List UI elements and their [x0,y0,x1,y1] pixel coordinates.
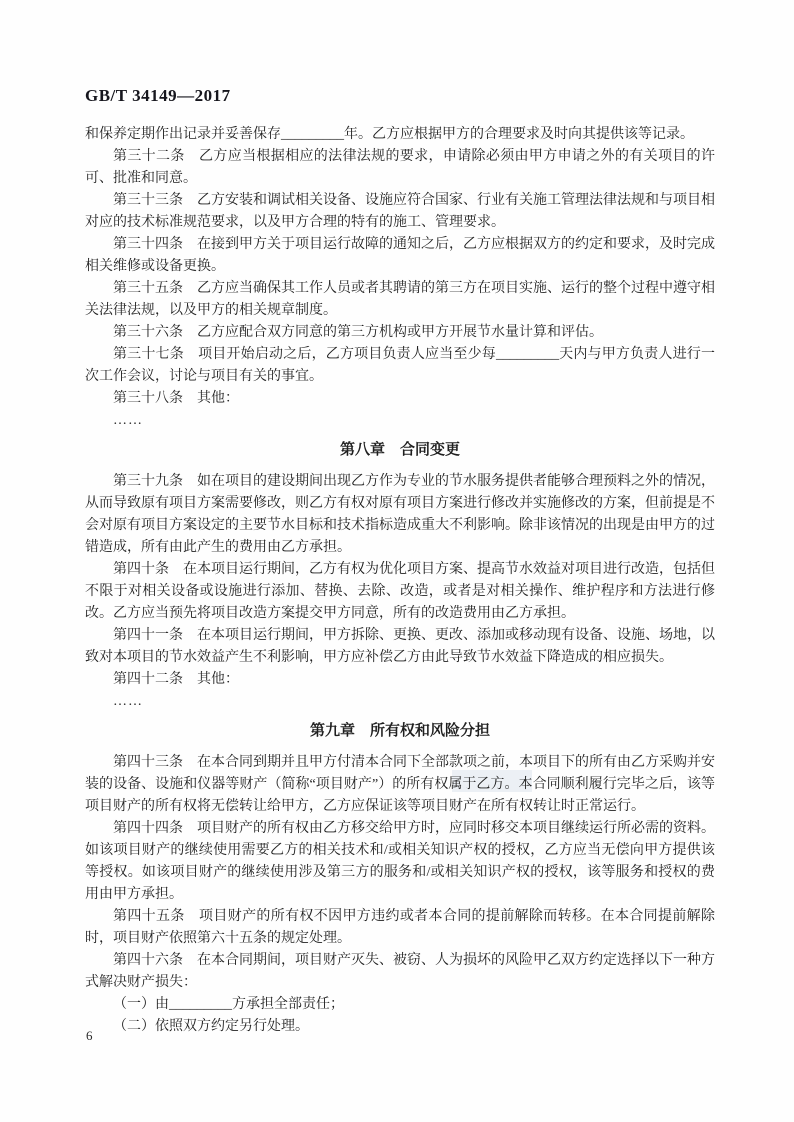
article-42-paragraph: 第四十二条 其他： [113,672,239,687]
article-41-paragraph: 第四十一条 在本项目运行期间，甲方拆除、更换、更改、添加或移动现有设备、设施、场地，以致对本项目的节水效益产生不利影响，甲方应补偿乙方由此导致节水效益下降造成的相应损失。 [85,628,715,665]
article-39-paragraph: 第三十九条 如在项目的建设期间出现乙方作为专业的节水服务提供者能够合理预料之外的情况，从而导致原有项目方案需要修改，则乙方有权对原有项目方案进行修改并实施修改的方案，但前提是不会对原有项目方案设定的主要节水目标和技术指标造成重大不利影响。除非该情况的出现是由甲方的过错造成，所有由此产生的费用由乙方承担。 [85,474,715,555]
article-44-paragraph: 第四十四条 项目财产的所有权由乙方移交给甲方时，应同时移交本项目继续运行所必需的资料。如该项目财产的继续使用需要乙方的相关技术和/或相关知识产权的授权，乙方应当无偿向甲方提供该等授权。如该项目财产的继续使用涉及第三方的服务和/或相关知识产权的授权，该等服务和授权的费用由甲方承担。 [85,821,715,902]
article-40-paragraph: 第四十条 在本项目运行期间，乙方有权为优化项目方案、提高节水效益对项目进行改造，包括但不限于对相关设备或设施进行添加、替换、去除、改造，或者是对相关操作、维护程序和方法进行修改。乙方应当预先将项目改造方案提交甲方同意，所有的改造费用由乙方承担。 [85,562,715,621]
ellipsis-line-1: …… [113,413,143,428]
article-33-paragraph: 第三十三条 乙方安装和调试相关设备、设施应符合国家、行业有关施工管理法律法规和与项目相对应的技术标准规范要求，以及甲方合理的特有的施工、管理要求。 [85,193,715,230]
continuation-paragraph: 和保养定期作出记录并妥善保存_________年。乙方应根据甲方的合理要求及时向其提供该等记录。 [85,127,694,142]
standard-number-header: GB/T 34149—2017 [85,86,231,105]
article-36-paragraph: 第三十六条 乙方应配合双方同意的第三方机构或甲方开展节水量计算和评估。 [113,325,603,340]
article-38-paragraph: 第三十八条 其他： [113,391,239,406]
article-37-paragraph: 第三十七条 项目开始启动之后，乙方项目负责人应当至少每_________天内与甲方负责人进行一次工作会议，讨论与项目有关的事宜。 [85,347,715,384]
ellipsis-line-2: …… [113,694,143,709]
article-35-paragraph: 第三十五条 乙方应当确保其工作人员或者其聘请的第三方在项目实施、运行的整个过程中遵守相关法律法规，以及甲方的相关规章制度。 [85,281,715,318]
chapter-8-heading: 第八章 合同变更 [339,442,460,458]
page-number: 6 [86,1028,93,1043]
article-45-paragraph: 第四十五条 项目财产的所有权不因甲方违约或者本合同的提前解除而转移。在本合同提前解除时，项目财产依照第六十五条的规定处理。 [85,909,715,946]
list-item-1: （一）由_________方承担全部责任； [113,997,344,1012]
article-32-paragraph: 第三十二条 乙方应当根据相应的法律法规的要求，申请除必须由甲方申请之外的有关项目的许可、批准和同意。 [85,149,715,186]
article-34-paragraph: 第三十四条 在接到甲方关于项目运行故障的通知之后，乙方应根据双方的约定和要求，及时完成相关维修或设备更换。 [85,237,715,274]
list-item-2: （二）依照双方约定另行处理。 [113,1019,309,1034]
chapter-9-heading: 第九章 所有权和风险分担 [309,723,490,739]
article-46-paragraph: 第四十六条 在本合同期间，项目财产灭失、被窃、人为损坏的风险甲乙双方约定选择以下一种方式解决财产损失： [85,953,715,990]
article-43-paragraph: 第四十三条 在本合同到期并且甲方付清本合同下全部款项之前，本项目下的所有由乙方采购并安装的设备、设施和仪器等财产（简称“项目财产”）的所有权属于乙方。本合同顺利履行完毕之后，该等项目财产的所有权将无偿转让给甲方，乙方应保证该等项目财产在所有权转让时正常运行。 [85,755,715,814]
document-body [85,124,715,1038]
